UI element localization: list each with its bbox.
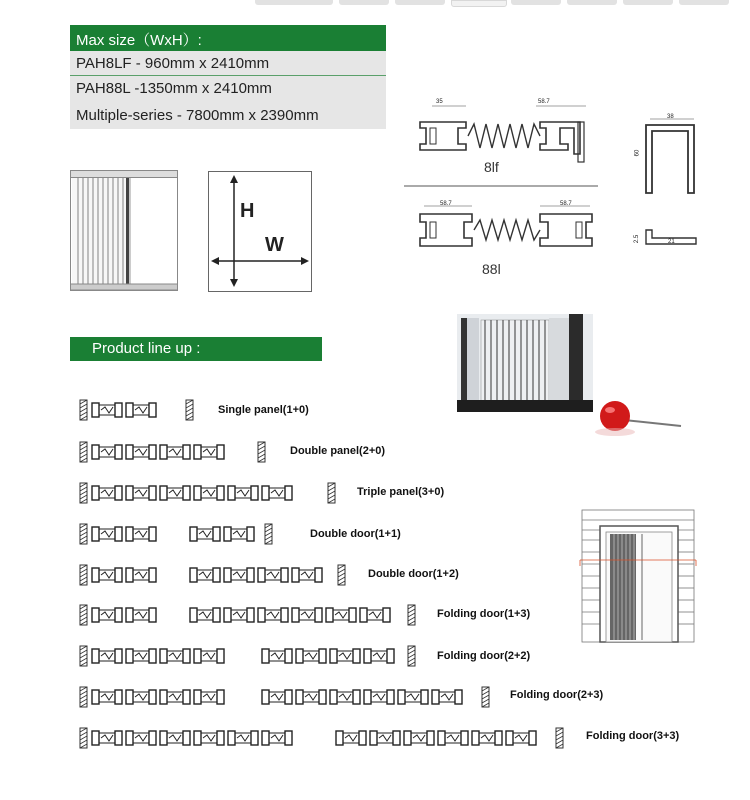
profile-label-88l: 88l (482, 261, 501, 277)
screen-door-illustration (70, 170, 180, 292)
panel-symbol (126, 403, 156, 417)
product-label: Triple panel(3+0) (357, 486, 445, 498)
panel-symbol (126, 608, 156, 622)
hw-dimension-diagram (208, 171, 312, 293)
panel-symbol (228, 486, 258, 500)
tab-chip-active (451, 0, 507, 7)
dimension-label: 58.7 (560, 201, 572, 207)
track-profile-section (640, 226, 702, 250)
panel-symbol (190, 568, 220, 582)
panel-symbol (438, 731, 468, 745)
panel-symbol (360, 608, 390, 622)
product-label: Folding door(3+3) (586, 730, 680, 742)
product-line-header: Product line up : (70, 337, 322, 361)
dimension-label: 21 (668, 239, 675, 245)
panel-symbol (224, 527, 254, 541)
panel-symbol (364, 690, 394, 704)
spec-row: PAH88L -1350mm x 2410mm (70, 76, 386, 101)
panel-symbol (292, 568, 322, 582)
panel-symbol (262, 731, 292, 745)
profile-88l-section (410, 200, 610, 262)
dimension-label: 38 (667, 114, 674, 120)
panel-symbol (126, 690, 156, 704)
panel-symbol (432, 690, 462, 704)
panel-symbol (472, 731, 502, 745)
panel-symbol (92, 608, 122, 622)
panel-symbol (160, 649, 190, 663)
profile-label-8lf: 8lf (484, 159, 499, 175)
panel-symbol (258, 608, 288, 622)
panel-symbol (506, 731, 536, 745)
panel-symbol (92, 403, 122, 417)
product-label: Double door(1+1) (310, 528, 401, 540)
wall-right (328, 483, 335, 503)
wall-left (80, 605, 87, 625)
panel-symbol (92, 731, 122, 745)
spec-row: Multiple-series - 7800mm x 2390mm (70, 101, 386, 129)
panel-symbol (126, 649, 156, 663)
panel-symbol (194, 731, 224, 745)
dimension-label: 60 (634, 149, 641, 157)
dimension-label: 58.7 (538, 99, 550, 105)
panel-symbol (194, 445, 224, 459)
panel-symbol (262, 649, 292, 663)
panel-symbol (126, 445, 156, 459)
panel-symbol (194, 649, 224, 663)
panel-symbol (258, 568, 288, 582)
panel-symbol (92, 486, 122, 500)
panel-symbol (224, 568, 254, 582)
panel-symbol (92, 649, 122, 663)
panel-symbol (126, 731, 156, 745)
panel-symbol (126, 568, 156, 582)
wall-left (80, 400, 87, 420)
wall-right (338, 565, 345, 585)
wall-left (80, 565, 87, 585)
tab-chip (283, 0, 333, 5)
wall-left (80, 524, 87, 544)
product-label: Single panel(1+0) (218, 404, 309, 416)
wall-right (482, 687, 489, 707)
top-tab-strip (255, 0, 750, 6)
panel-symbol (370, 731, 400, 745)
tab-chip (511, 0, 561, 5)
wall-left (80, 646, 87, 666)
wall-right (556, 728, 563, 748)
panel-symbol (160, 486, 190, 500)
panel-symbol (160, 690, 190, 704)
product-label: Folding door(2+3) (510, 689, 604, 701)
panel-symbol (330, 690, 360, 704)
product-label: Double door(1+2) (368, 568, 459, 580)
panel-symbol (92, 527, 122, 541)
panel-symbol (330, 649, 360, 663)
panel-symbol (160, 731, 190, 745)
wall-right (408, 646, 415, 666)
width-label: W (265, 234, 284, 256)
tab-chip (623, 0, 673, 5)
panel-symbol (92, 690, 122, 704)
panel-symbol (364, 649, 394, 663)
panel-symbol (126, 527, 156, 541)
panel-symbol (194, 486, 224, 500)
panel-symbol (160, 445, 190, 459)
panel-symbol (326, 608, 356, 622)
product-label: Folding door(1+3) (437, 608, 531, 620)
dimension-label: 58.7 (440, 201, 452, 207)
wall-left (80, 483, 87, 503)
panel-symbol (92, 445, 122, 459)
frame-profile-section (636, 115, 700, 195)
dimension-label: 35 (436, 99, 443, 105)
spec-row: PAH8LF - 960mm x 2410mm (70, 51, 386, 75)
panel-symbol (92, 568, 122, 582)
panel-symbol (228, 731, 258, 745)
panel-symbol (398, 690, 428, 704)
tab-chip (567, 0, 617, 5)
wall-left (80, 687, 87, 707)
tab-chip (339, 0, 389, 5)
wall-right (258, 442, 265, 462)
wall-right (186, 400, 193, 420)
panel-symbol (296, 649, 326, 663)
max-size-header: Max size（WxH）: (70, 25, 386, 51)
wall-right (265, 524, 272, 544)
panel-symbol (404, 731, 434, 745)
tab-chip (395, 0, 445, 5)
height-label: H (240, 200, 255, 222)
dimension-label: 2.5 (634, 234, 641, 244)
tab-chip (679, 0, 729, 5)
panel-symbol (292, 608, 322, 622)
wall-left (80, 728, 87, 748)
product-label: Folding door(2+2) (437, 650, 531, 662)
panel-symbol (190, 608, 220, 622)
panel-symbol (336, 731, 366, 745)
profile-8lf-section (410, 100, 610, 195)
product-label: Double panel(2+0) (290, 445, 386, 457)
wall-left (80, 442, 87, 462)
panel-symbol (194, 690, 224, 704)
panel-symbol (262, 690, 292, 704)
panel-symbol (190, 527, 220, 541)
panel-symbol (224, 608, 254, 622)
panel-symbol (296, 690, 326, 704)
panel-symbol (126, 486, 156, 500)
wall-right (408, 605, 415, 625)
panel-symbol (262, 486, 292, 500)
